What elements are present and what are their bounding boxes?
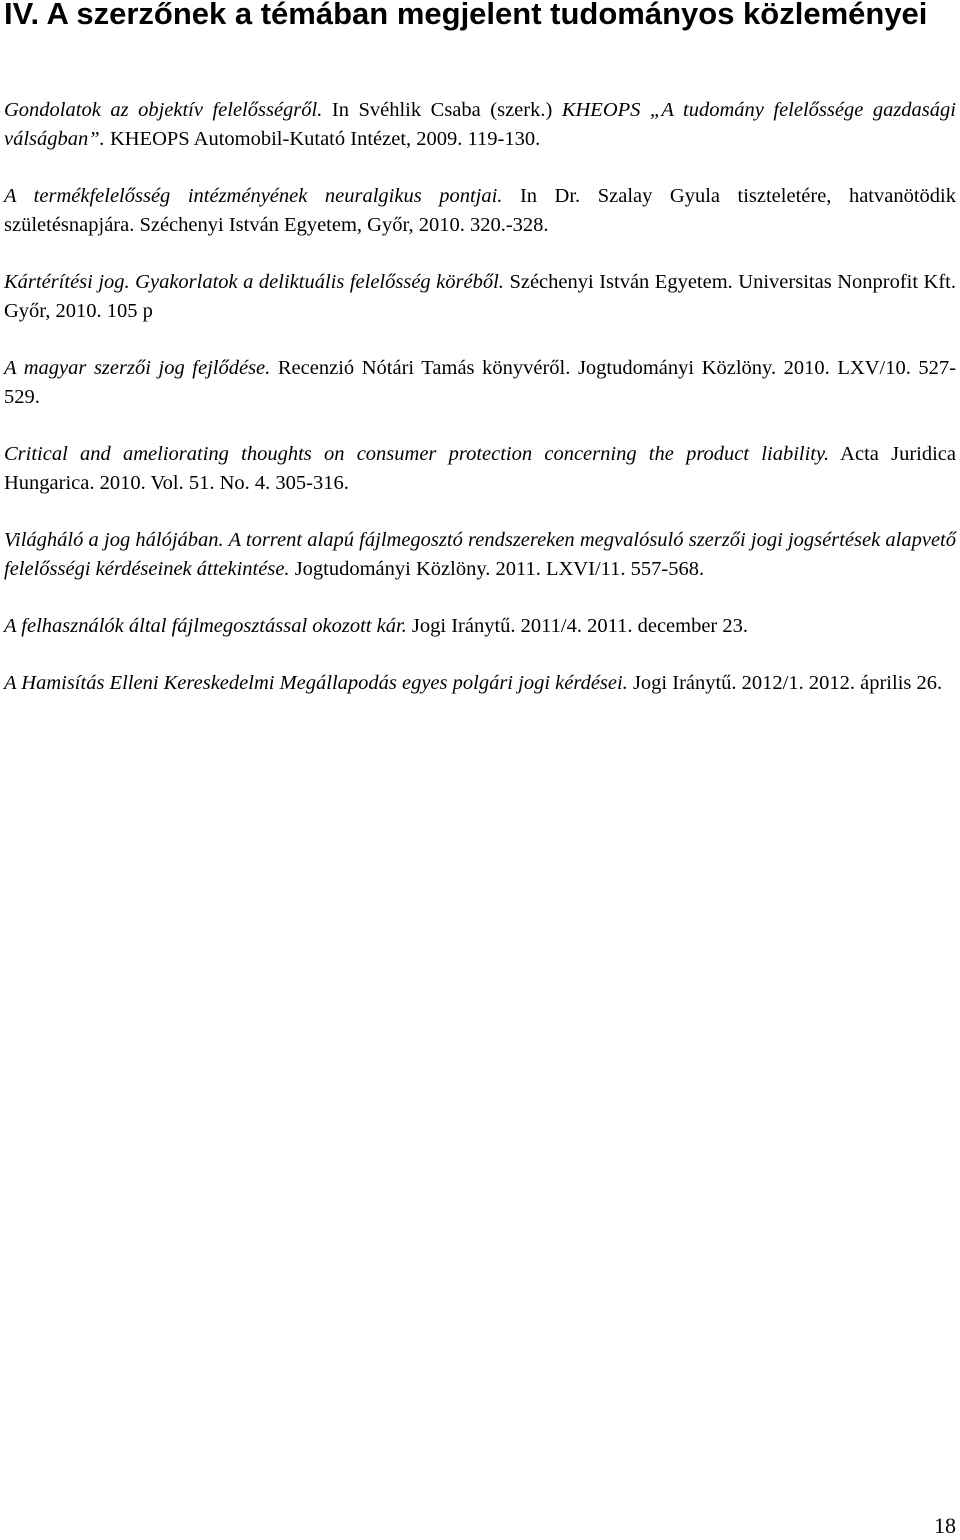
- publication-entry: [4, 96, 956, 154]
- publication-title: A Hamisítás Elleni Kereskedelmi Megállapodás egyes polgári jogi kérdései.: [4, 672, 628, 694]
- publication-details: In Svéhlik Csaba (szerk.): [322, 99, 562, 121]
- publication-volume-title: KHEOPS „A tudomány felelőssége gazdasági válságban”.: [4, 99, 956, 150]
- publication-details: Acta Juridica Hungarica. 2010. Vol. 51. No. 4. 305-316.: [4, 443, 956, 494]
- publication-list: [4, 96, 956, 726]
- publication-details: Jogtudományi Közlöny. 2011. LXVI/11. 557-568.: [289, 558, 705, 580]
- publication-details: Jogi Iránytű. 2012/1. 2012. április 26.: [627, 672, 943, 694]
- publication-title: Világháló a jog hálójában. A torrent alapú fájlmegosztó rendszereken megvalósuló szerzői jogi jogsértések alapvető felelősségi kérdéseinek áttekintése.: [4, 529, 956, 580]
- section-heading: IV. A szerzőnek a témában megjelent tudományos közleményei: [4, 0, 928, 31]
- publication-details: Recenzió Nótári Tamás könyvéről. Jogtudományi Közlöny. 2010. LXV/10. 527-529.: [4, 357, 957, 408]
- publication-details: Széchenyi István Egyetem. Universitas Nonprofit Kft. Győr, 2010. 105 p: [4, 271, 956, 322]
- publication-title: A magyar szerzői jog fejlődése.: [4, 357, 271, 379]
- publication-title: Kártérítési jog. Gyakorlatok a deliktuális felelősség köréből.: [4, 271, 504, 293]
- publication-title: A termékfelelősség intézményének neuralgikus pontjai.: [4, 185, 503, 207]
- publication-title: Critical and ameliorating thoughts on consumer protection concerning the product liability.: [4, 443, 830, 465]
- publication-entry: [4, 440, 956, 498]
- publication-entry: [4, 268, 956, 326]
- publication-details: In Dr. Szalay Gyula tiszteletére, hatvanötödik születésnapjára. Széchenyi István Egyetem, Győr, 2010. 320.-328.: [4, 185, 956, 236]
- publication-entry: [4, 612, 956, 641]
- publication-details: KHEOPS Automobil-Kutató Intézet, 2009. 119-130.: [104, 128, 541, 150]
- publication-entry: [4, 182, 956, 240]
- page-number: 18: [934, 1513, 956, 1538]
- publication-details: Jogi Iránytű. 2011/4. 2011. december 23.: [406, 615, 749, 637]
- publication-title: A felhasználók által fájlmegosztással okozott kár.: [4, 615, 407, 637]
- publication-entry: [4, 526, 956, 584]
- publication-title: Gondolatok az objektív felelősségről.: [4, 99, 323, 121]
- publication-entry: [4, 669, 956, 698]
- publication-entry: [4, 354, 956, 412]
